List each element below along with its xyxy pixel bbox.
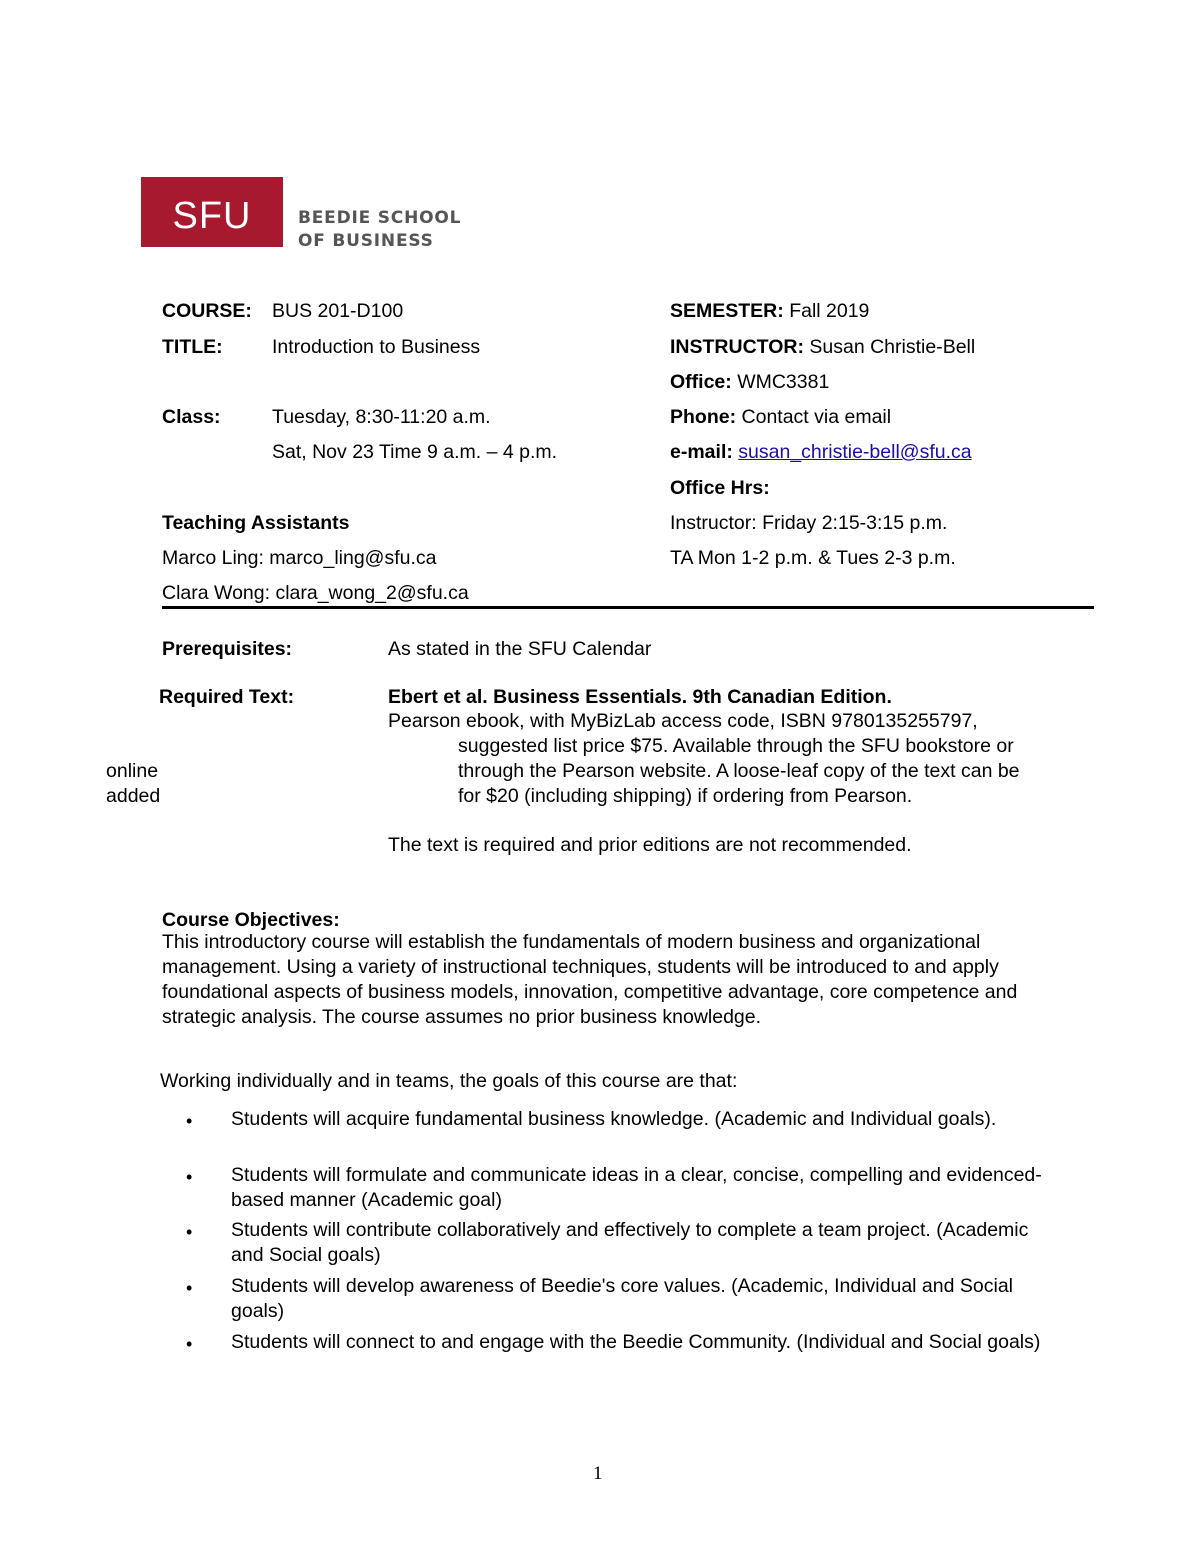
required-text-line4: for $20 (including shipping) if ordering from Pearson. [458,785,913,807]
class-label: Class: [162,406,221,428]
objectives-heading: Course Objectives: [162,909,340,931]
semester-label: SEMESTER: [670,300,784,322]
objectives-intro: This introductory course will establish the fundamentals of modern business and organizational management. Using a variety of instructional techniques, students will be introduced to and apply foundational aspects of business models, innovation, competitive advantage, core competence and strategic analysis. The course assumes no prior business knowledge. [162,931,1018,1028]
goal-item: Students will acquire fundamental business knowledge. (Academic and Individual goals). [231,1108,997,1130]
goal-item: Students will contribute collaboratively and effectively to complete a team project. (Academic and Social goals) [231,1219,1029,1266]
required-text-title: Ebert et al. Business Essentials. 9th Canadian Edition. [388,686,892,708]
office-hours-ta: TA Mon 1-2 p.m. & Tues 2-3 p.m. [670,547,956,569]
logo-school-line1: BEEDIE SCHOOL [298,208,462,228]
instructor-row [670,338,975,358]
bullet-icon: • [186,1111,193,1131]
margin-note-online: online [106,760,159,782]
goals-intro: Working individually and in teams, the goals of this course are that: [160,1070,738,1092]
phone-row [670,408,891,428]
class-time-2: Sat, Nov 23 Time 9 a.m. – 4 p.m. [272,441,558,463]
ta-2: Clara Wong: clara_wong_2@sfu.ca [162,582,469,604]
required-text-line1: Pearson ebook, with MyBizLab access code, ISBN 9780135255797, [388,710,978,732]
bullet-icon: • [186,1167,193,1187]
divider-rule [162,606,1094,609]
class-time-1: Tuesday, 8:30-11:20 a.m. [272,406,491,428]
office-hours-instructor: Instructor: Friday 2:15-3:15 p.m. [670,512,948,534]
course-value: BUS 201-D100 [272,300,404,322]
email-link[interactable]: susan_christie-bell@sfu.ca [738,441,972,463]
bullet-icon: • [186,1334,193,1354]
logo-sfu-text: SFU [172,194,252,237]
office-label: Office: [670,371,732,393]
goal-item: Students will connect to and engage with the Beedie Community. (Individual and Social goals) [231,1331,1041,1353]
office-hours-label: Office Hrs: [670,477,770,499]
semester-value: Fall 2019 [789,300,870,322]
title-value: Introduction to Business [272,336,481,358]
goal-item: Students will formulate and communicate ideas in a clear, concise, compelling and evidenced-based manner (Academic goal) [231,1164,1042,1211]
sfu-logo [141,177,283,247]
prereq-label: Prerequisites: [162,638,293,660]
instructor-value: Susan Christie-Bell [809,336,976,358]
required-text-line2: suggested list price $75. Available through the SFU bookstore or [458,735,1014,757]
ta-1: Marco Ling: marco_ling@sfu.ca [162,547,437,569]
goal-item: Students will develop awareness of Beedie's core values. (Academic, Individual and Social goals) [231,1275,1013,1322]
margin-note-added: added [106,785,161,807]
ta-heading: Teaching Assistants [162,512,350,534]
logo-school-line2: OF BUSINESS [298,231,434,251]
email-label: e-mail: [670,441,733,463]
office-row [670,373,829,393]
prereq-value: As stated in the SFU Calendar [388,638,652,660]
required-text-note: The text is required and prior editions are not recommended. [388,834,912,856]
email-row [670,443,972,463]
semester-row [670,302,869,322]
phone-value: Contact via email [741,406,892,428]
office-value: WMC3381 [737,371,830,393]
required-text-line3: through the Pearson website. A loose-leaf copy of the text can be [458,760,1020,782]
bullet-icon: • [186,1278,193,1298]
page-number: 1 [593,1463,603,1484]
course-label: COURSE: [162,300,252,322]
instructor-label: INSTRUCTOR: [670,336,804,358]
phone-label: Phone: [670,406,737,428]
bullet-icon: • [186,1222,193,1242]
title-label: TITLE: [162,336,223,358]
required-text-label: Required Text: [159,686,295,708]
